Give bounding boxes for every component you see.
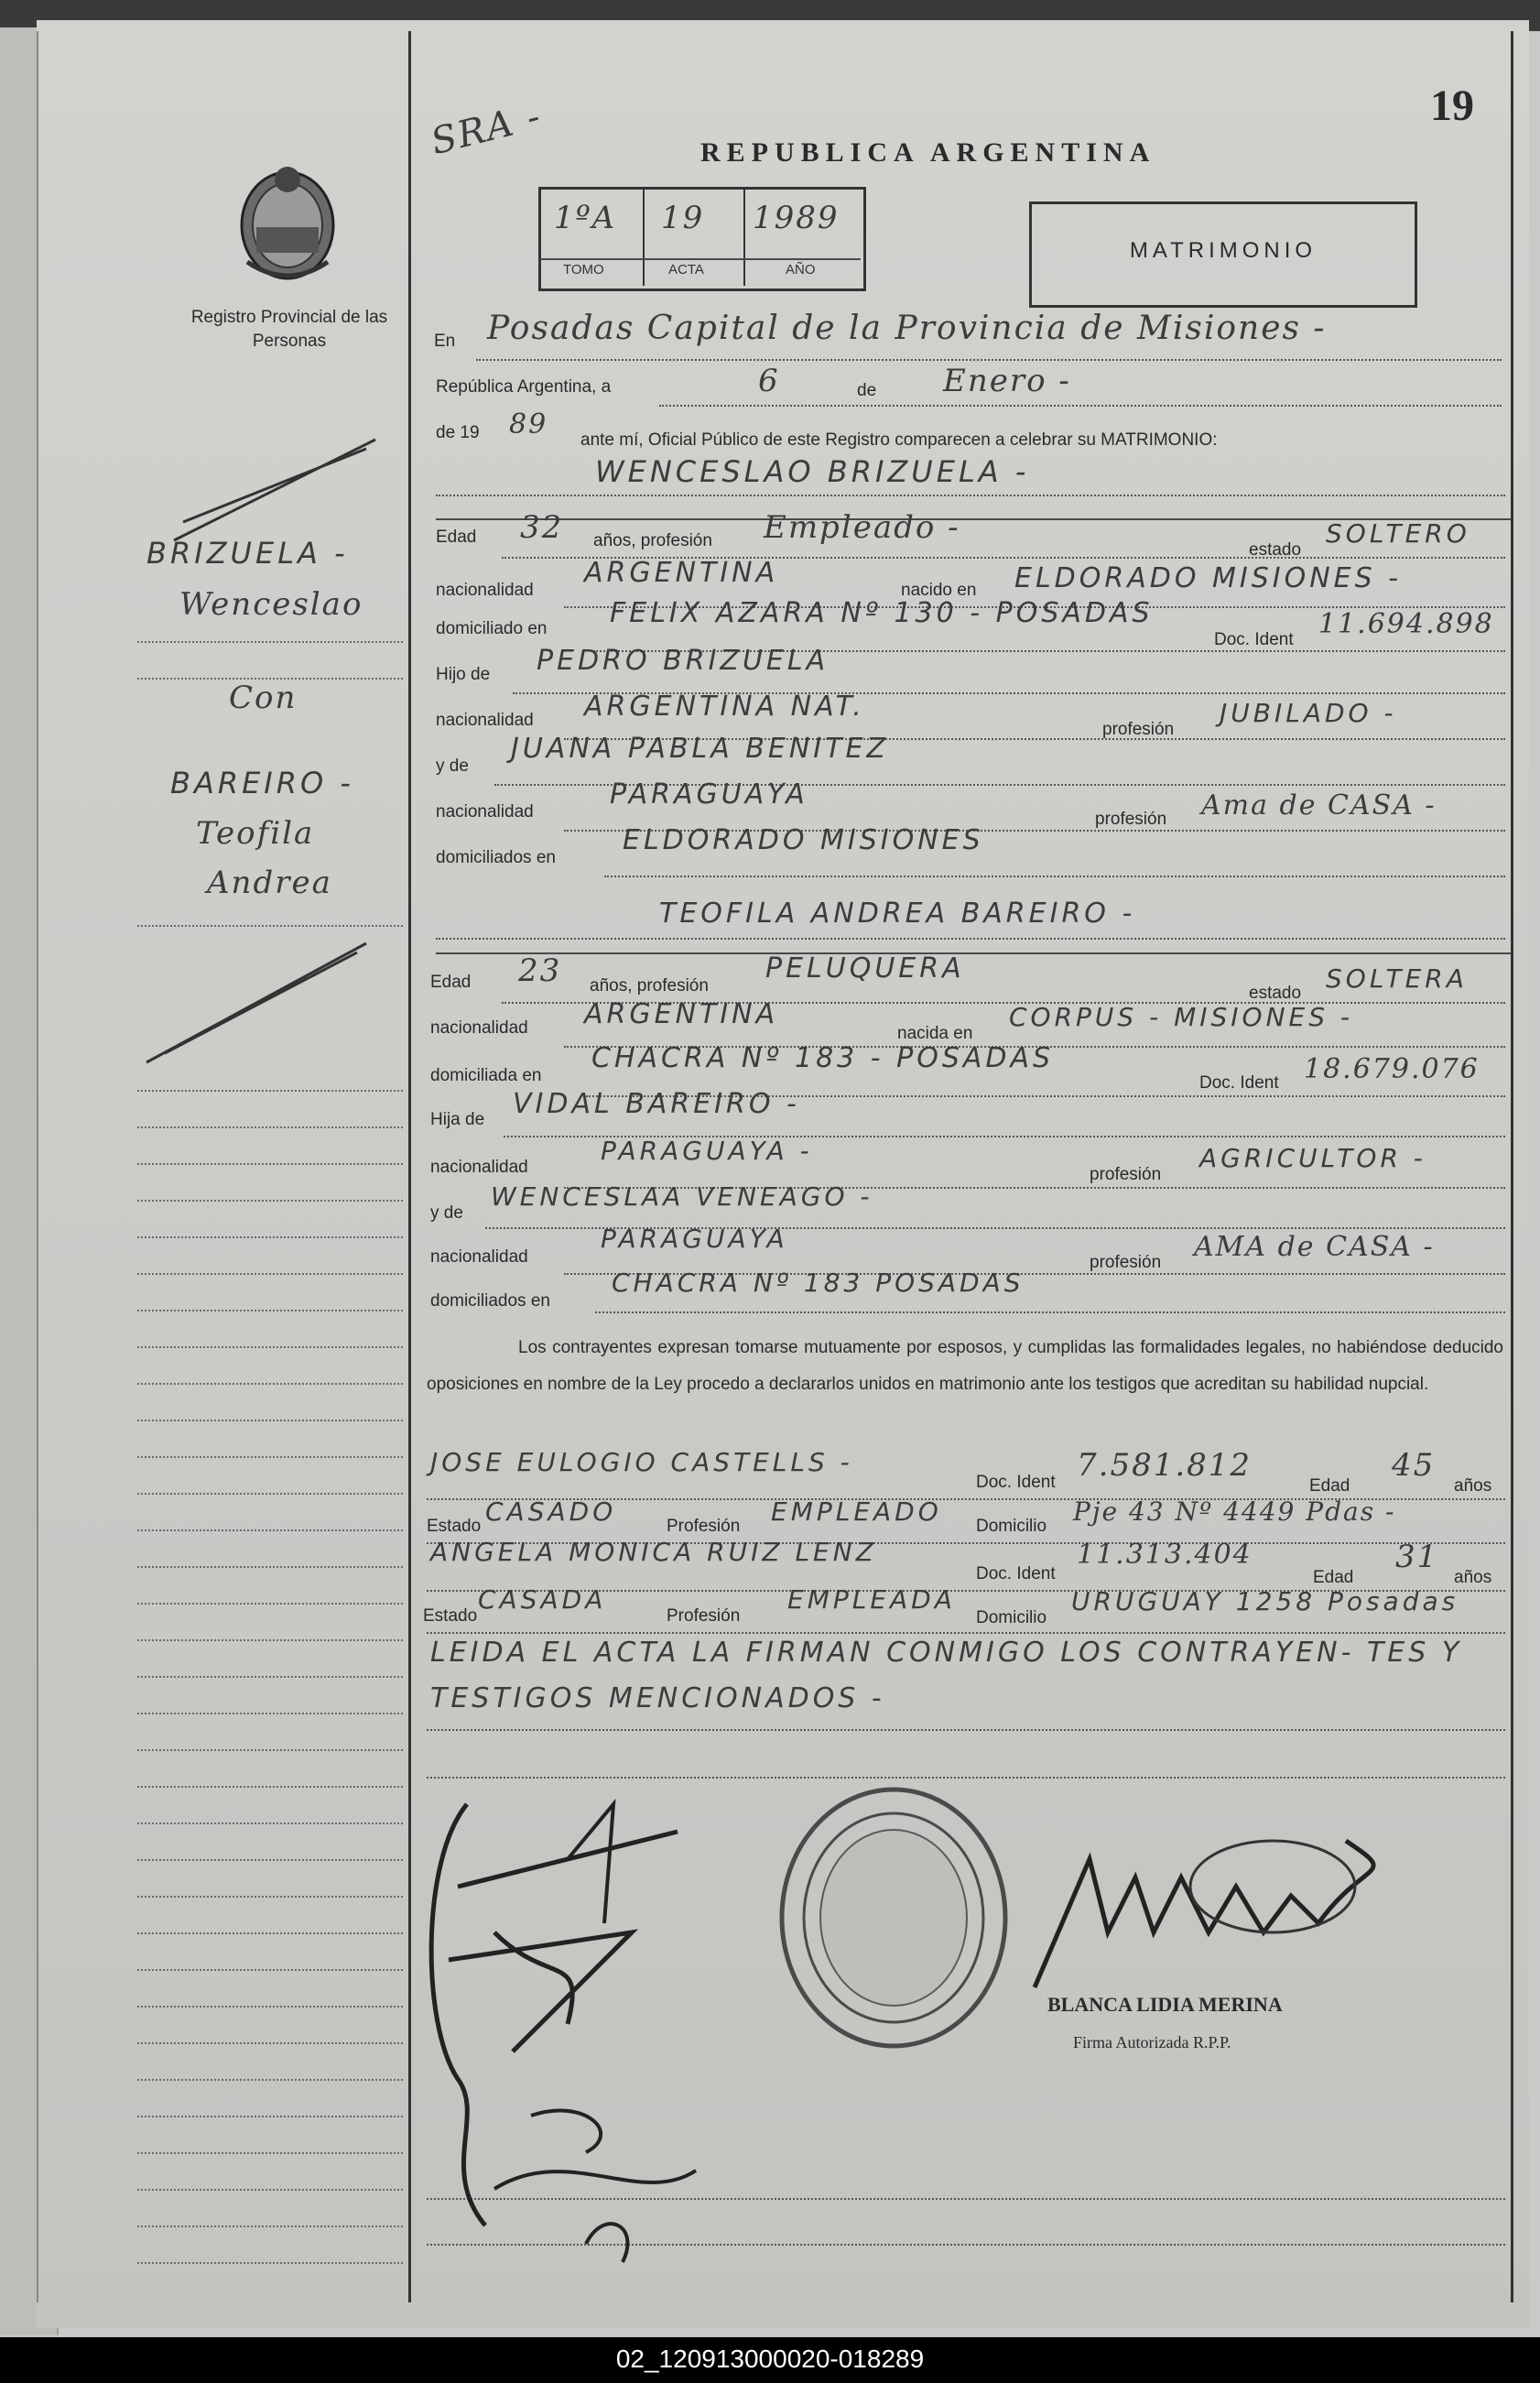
groom-padres-dom: ELDORADO MISIONES [623, 824, 984, 856]
margin-rule [137, 1676, 403, 1678]
bride-estado: SOLTERA [1326, 963, 1468, 994]
witness1-estado: CASADO [485, 1496, 617, 1527]
bride-padre-nac: PARAGUAYA - [601, 1136, 813, 1166]
bride-padres-dom: CHACRA Nº 183 POSADAS [612, 1268, 1025, 1298]
groom-doc: 11.694.898 [1318, 608, 1494, 640]
bride-domicilio: CHACRA Nº 183 - POSADAS [591, 1042, 1055, 1074]
official-seal-icon [775, 1780, 1013, 2055]
groom-padre: PEDRO BRIZUELA [537, 645, 830, 677]
bride-yde-label: y de [430, 1203, 463, 1223]
margin-rule [137, 1529, 403, 1531]
legal-statement: Los contrayentes expresan tomarse mutuamente por esposos, y cumplidas las formalidades legales, no habiéndose deducido oposiciones en nombre de la Ley procedo a declararlos unidos en matrimonio ante los testigos que acreditan su habilidad nupcial. [427, 1338, 1503, 1394]
margin-rule [137, 678, 403, 680]
margin-rule [137, 925, 403, 927]
line-place [476, 359, 1502, 361]
groom-madre-prof: Ama de CASA - [1201, 789, 1437, 822]
month-value: Enero - [943, 363, 1071, 399]
official-name: BLANCA LIDIA MERINA [1047, 1993, 1283, 2016]
groom-nac-label: nacionalidad [436, 581, 534, 600]
witness2-profesion-label: Profesión [667, 1606, 741, 1626]
witness1-edad: 45 [1392, 1447, 1436, 1484]
margin-rule [137, 1200, 403, 1202]
witness1-domicilio-label: Domicilio [976, 1517, 1047, 1536]
margin-rule [137, 1310, 403, 1311]
witness2-profesion: EMPLEADA [787, 1584, 956, 1615]
witness2-estado: CASADA [478, 1584, 607, 1615]
groom-padre-prof: JUBILADO - [1220, 698, 1397, 728]
bride-nacida-label: nacida en [897, 1024, 973, 1043]
bride-nac-label: nacionalidad [430, 1018, 528, 1038]
groom-domicilio: FELIX AZARA Nº 130 - POSADAS [610, 597, 1154, 629]
bride-nacida: CORPUS - MISIONES - [1009, 1002, 1354, 1032]
margin-rule [137, 1859, 403, 1861]
margin-rule [137, 641, 403, 643]
groom-padre-nac-label: nacionalidad [436, 711, 534, 730]
margin-rule [137, 2079, 403, 2081]
record-box-divider-2 [743, 189, 745, 286]
groom-nacido: ELDORADO MISIONES - [1014, 562, 1403, 594]
margin-rule [137, 1383, 403, 1385]
groom-padre-nac: ARGENTINA NAT. [584, 691, 865, 723]
groom-doc-label: Doc. Ident [1214, 630, 1294, 649]
footer-bar [0, 2337, 1540, 2383]
tomo-label: TOMO [563, 262, 604, 277]
margin-rule [137, 1163, 403, 1165]
margin-surname2: BAREIRO - [170, 766, 354, 800]
margin-rule [137, 1713, 403, 1714]
margin-given1: Wenceslao [179, 586, 363, 623]
margin-rule [137, 2189, 403, 2191]
witness1-estado-label: Estado [427, 1517, 482, 1536]
witness2-estado-label: Estado [423, 1606, 478, 1626]
margin-rule [137, 1273, 403, 1275]
margin-rule [137, 1639, 403, 1641]
margin-rule [137, 2116, 403, 2117]
bride-madre-nac: PARAGUAYA [601, 1224, 788, 1254]
witness1-name: JOSE EULOGIO CASTELLS - [430, 1447, 853, 1477]
margin-rule [137, 1090, 403, 1092]
bride-padre-prof-label: profesión [1090, 1165, 1162, 1184]
acta-label: ACTA [668, 262, 704, 277]
line-date [659, 405, 1502, 407]
groom-padres-dom-label: domiciliados en [436, 848, 556, 867]
groom-profesion-label: años, profesión [593, 531, 712, 550]
lower-rule-1 [427, 1729, 1505, 1731]
registry-name: Registro Provincial de las Personas [190, 308, 388, 351]
record-box-rule [540, 258, 861, 260]
margin-rule [137, 1566, 403, 1568]
bride-madre-prof: AMA de CASA - [1194, 1231, 1435, 1263]
witness2-edad: 31 [1395, 1539, 1439, 1575]
bride-edad-label: Edad [430, 973, 472, 992]
witness1-profesion-label: Profesión [667, 1517, 741, 1536]
margin-rule [137, 1932, 403, 1934]
line-bride-padres-dom [595, 1311, 1505, 1313]
margin-rule [137, 2042, 403, 2044]
witness2-anos-label: años [1454, 1568, 1492, 1587]
witness2-doc-label: Doc. Ident [976, 1564, 1056, 1583]
country-title: REPUBLICA ARGENTINA [700, 137, 1156, 168]
witness1-domicilio: Pje 43 Nº 4449 Pdas - [1073, 1496, 1396, 1527]
groom-name: WENCESLAO BRIZUELA - [595, 454, 1030, 489]
anio-value: 1989 [753, 200, 840, 236]
bride-padre-prof: AGRICULTOR - [1199, 1143, 1426, 1173]
bride-nacionalidad: ARGENTINA [584, 998, 779, 1030]
margin-given2b: Andrea [207, 865, 332, 901]
bride-dom-label: domiciliada en [430, 1066, 542, 1085]
groom-yde-label: y de [436, 756, 469, 776]
bride-edad: 23 [518, 952, 562, 989]
document-type: MATRIMONIO [1129, 238, 1318, 263]
groom-padre-prof-label: profesión [1102, 720, 1175, 739]
bride-profesion-label: años, profesión [590, 976, 709, 996]
margin-rule [137, 1493, 403, 1495]
margin-rule [137, 1749, 403, 1751]
tomo-value: 1ºA [554, 200, 617, 236]
groom-edad: 32 [520, 509, 564, 546]
margin-rule [137, 1786, 403, 1788]
year-value: 89 [509, 408, 548, 441]
groom-dom-label: domiciliado en [436, 619, 548, 638]
groom-estado-label: estado [1249, 540, 1302, 560]
groom-madre: JUANA PABLA BENITEZ [511, 733, 889, 765]
republica-label: República Argentina, a [436, 377, 612, 397]
de19-label: de 19 [436, 423, 480, 442]
bride-name: TEOFILA ANDREA BAREIRO - [659, 898, 1136, 930]
en-label: En [434, 332, 456, 351]
margin-rule [137, 1823, 403, 1824]
closing-text: LEIDA EL ACTA LA FIRMAN CONMIGO LOS CONTRAYEN- TES Y TESTIGOS MENCIONADOS - [430, 1637, 1463, 1714]
bride-doc-label: Doc. Ident [1199, 1073, 1279, 1093]
margin-rule [137, 1969, 403, 1971]
witness2-domicilio: URUGUAY 1258 Posadas [1071, 1586, 1459, 1616]
groom-nacido-label: nacido en [901, 581, 977, 600]
place-value: Posadas Capital de la Provincia de Misiones - [487, 310, 1327, 347]
groom-estado: SOLTERO [1326, 518, 1470, 549]
margin-rule [137, 1236, 403, 1238]
witness2-domicilio-label: Domicilio [976, 1608, 1047, 1627]
witness1-doc: 7.581.812 [1077, 1447, 1253, 1484]
anio-label: AÑO [786, 262, 816, 277]
ante-text: ante mí, Oficial Público de este Registro comparecen a celebrar su MATRIMONIO: [580, 430, 1218, 450]
frame-right-line [1511, 31, 1513, 2302]
footer-image-id: 02_120913000020-018289 [615, 2345, 925, 2373]
bride-padres-dom-label: domiciliados en [430, 1291, 550, 1311]
bride-madre: WENCESLAA VENEAGO - [491, 1181, 873, 1212]
margin-con: Con [229, 680, 298, 716]
bride-profesion: PELUQUERA [765, 952, 965, 985]
margin-rule [137, 1126, 403, 1128]
record-box-divider-1 [643, 189, 645, 286]
margin-rule [137, 2006, 403, 2008]
witness2-edad-label: Edad [1313, 1568, 1354, 1587]
corner-note: SRA - [427, 94, 547, 164]
sheet-edge [37, 31, 38, 2302]
coat-of-arms-icon [229, 161, 346, 286]
bride-madre-prof-label: profesión [1090, 1253, 1162, 1272]
bride-padre-nac-label: nacionalidad [430, 1158, 528, 1177]
groom-madre-nac: PARAGUAYA [610, 778, 808, 811]
de-label: de [857, 381, 877, 400]
bride-madre-nac-label: nacionalidad [430, 1247, 528, 1267]
groom-nacionalidad: ARGENTINA [584, 557, 779, 589]
witness2-doc: 11.313.404 [1077, 1539, 1253, 1571]
margin-rule [137, 1603, 403, 1605]
bride-section-divider [436, 952, 1511, 954]
bride-estado-label: estado [1249, 984, 1302, 1003]
line-groom-name [436, 495, 1505, 496]
bride-doc: 18.679.076 [1304, 1053, 1480, 1085]
witness1-anos-label: años [1454, 1476, 1492, 1496]
witness1-profesion: EMPLEADO [771, 1496, 942, 1527]
groom-hijo-label: Hijo de [436, 665, 491, 684]
bride-padre: VIDAL BAREIRO - [513, 1088, 800, 1120]
margin-slash-bottom [137, 934, 375, 1072]
official-title: Firma Autorizada R.P.P. [1073, 2033, 1231, 2051]
margin-rule [137, 1346, 403, 1348]
witness1-edad-label: Edad [1309, 1476, 1350, 1496]
bride-hija-label: Hija de [430, 1110, 485, 1129]
witness1-doc-label: Doc. Ident [976, 1473, 1056, 1492]
groom-edad-label: Edad [436, 528, 477, 547]
margin-slash-top [165, 430, 385, 550]
line-groom-padres-dom [604, 876, 1505, 877]
page-number: 19 [1430, 82, 1474, 130]
day-value: 6 [758, 363, 780, 399]
signatures-left-icon [403, 1749, 787, 2299]
margin-rule [137, 1896, 403, 1898]
groom-madre-prof-label: profesión [1095, 810, 1167, 829]
margin-surname1: BRIZUELA - [146, 536, 349, 571]
acta-value: 19 [661, 200, 705, 236]
margin-rule [137, 2262, 403, 2264]
margin-rule [137, 1456, 403, 1458]
groom-madre-nac-label: nacionalidad [436, 802, 534, 822]
margin-rule [137, 2152, 403, 2154]
witness2-name: ANGELA MONICA RUIZ LENZ [430, 1537, 877, 1567]
signature-official-icon [1016, 1823, 1401, 2006]
margin-rule [137, 2225, 403, 2227]
margin-given2a: Teofila [196, 815, 315, 852]
line-bride-name [436, 938, 1505, 940]
groom-profesion: Empleado - [764, 509, 960, 546]
margin-rule [137, 1420, 403, 1421]
